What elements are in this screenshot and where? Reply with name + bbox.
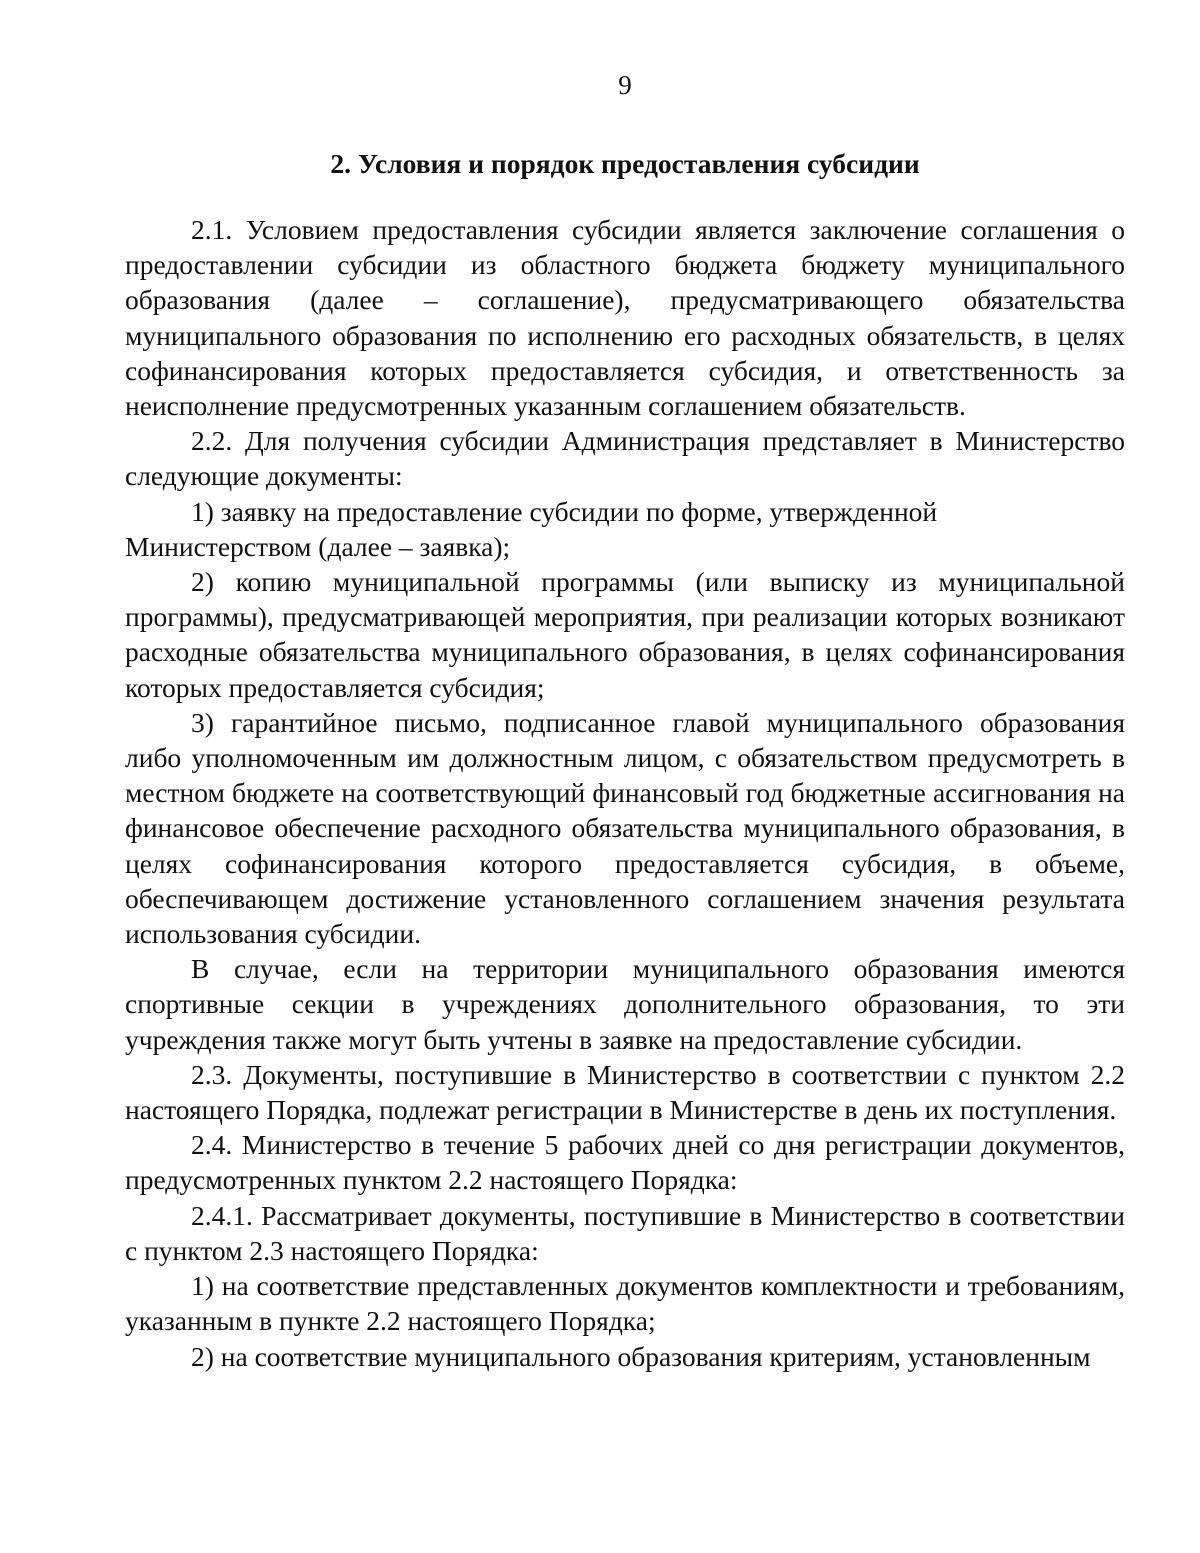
- list-item-1-application: 1) заявку на предоставление субсидии по форме, утвержденной Министерством (далее – заявка);: [125, 495, 938, 562]
- document-body: [125, 212, 1125, 1374]
- paragraph-2-4: 2.4. Министерство в течение 5 рабочих дней со дня регистрации документов, предусмотренных пунктом 2.2 настоящего Порядка:: [125, 1129, 1125, 1196]
- paragraph-2-1: 2.1. Условием предоставления субсидии является заключение соглашения о предоставлении субсидии из областного бюджета бюджету муниципального образования (далее – соглашение), предусматривающего обязательства муниципального образования по исполнению его расходных обязательств, в целях софинансирования которых предоставляется субсидия, и ответственность за неисполнение предусмотренных указанным соглашением обязательств.: [125, 214, 1125, 422]
- paragraph-2-2: 2.2. Для получения субсидии Администрация представляет в Министерство следующие документы:: [125, 425, 1125, 492]
- paragraph-sports-sections: В случае, если на территории муниципального образования имеются спортивные секции в учреждениях дополнительного образования, то эти учреждения также могут быть учтены в заявке на предоставление субсидии.: [125, 953, 1125, 1055]
- list-item-2-program-copy: 2) копию муниципальной программы (или выписку из муниципальной программы), предусматривающей мероприятия, при реализации которых возникают расходные обязательства муниципального образования, в целях софинансирования которых предоставляется субсидия;: [125, 566, 1125, 703]
- page-number: 9: [618, 70, 632, 100]
- paragraph-2-3: 2.3. Документы, поступившие в Министерство в соответствии с пунктом 2.2 настоящего Порядка, подлежат регистрации в Министерстве в день их поступления.: [125, 1058, 1125, 1126]
- list-item-3-guarantee-letter: 3) гарантийное письмо, подписанное главой муниципального образования либо уполномоченным им должностным лицом, с обязательством предусмотреть в местном бюджете на соответствующий финансовый год бюджетные ассигнования на финансовое обеспечение расходного обязательства муниципального образования, в целях софинансирования которого предоставляется субсидия, в объеме, обеспечивающем достижение установленного соглашением значения результата использования субсидии.: [125, 706, 1125, 950]
- paragraph-2-4-1: 2.4.1. Рассматривает документы, поступившие в Министерство в соответствии с пунктом 2.3 настоящего Порядка:: [125, 1199, 1125, 1266]
- check-item-1-completeness: 1) на соответствие представленных документов комплектности и требованиям, указанным в пункте 2.2 настоящего Порядка;: [125, 1270, 1125, 1337]
- section-title: 2. Условия и порядок предоставления субсидии: [330, 148, 920, 179]
- check-item-2-criteria: 2) на соответствие муниципального образования критериям, установленным: [191, 1340, 1091, 1372]
